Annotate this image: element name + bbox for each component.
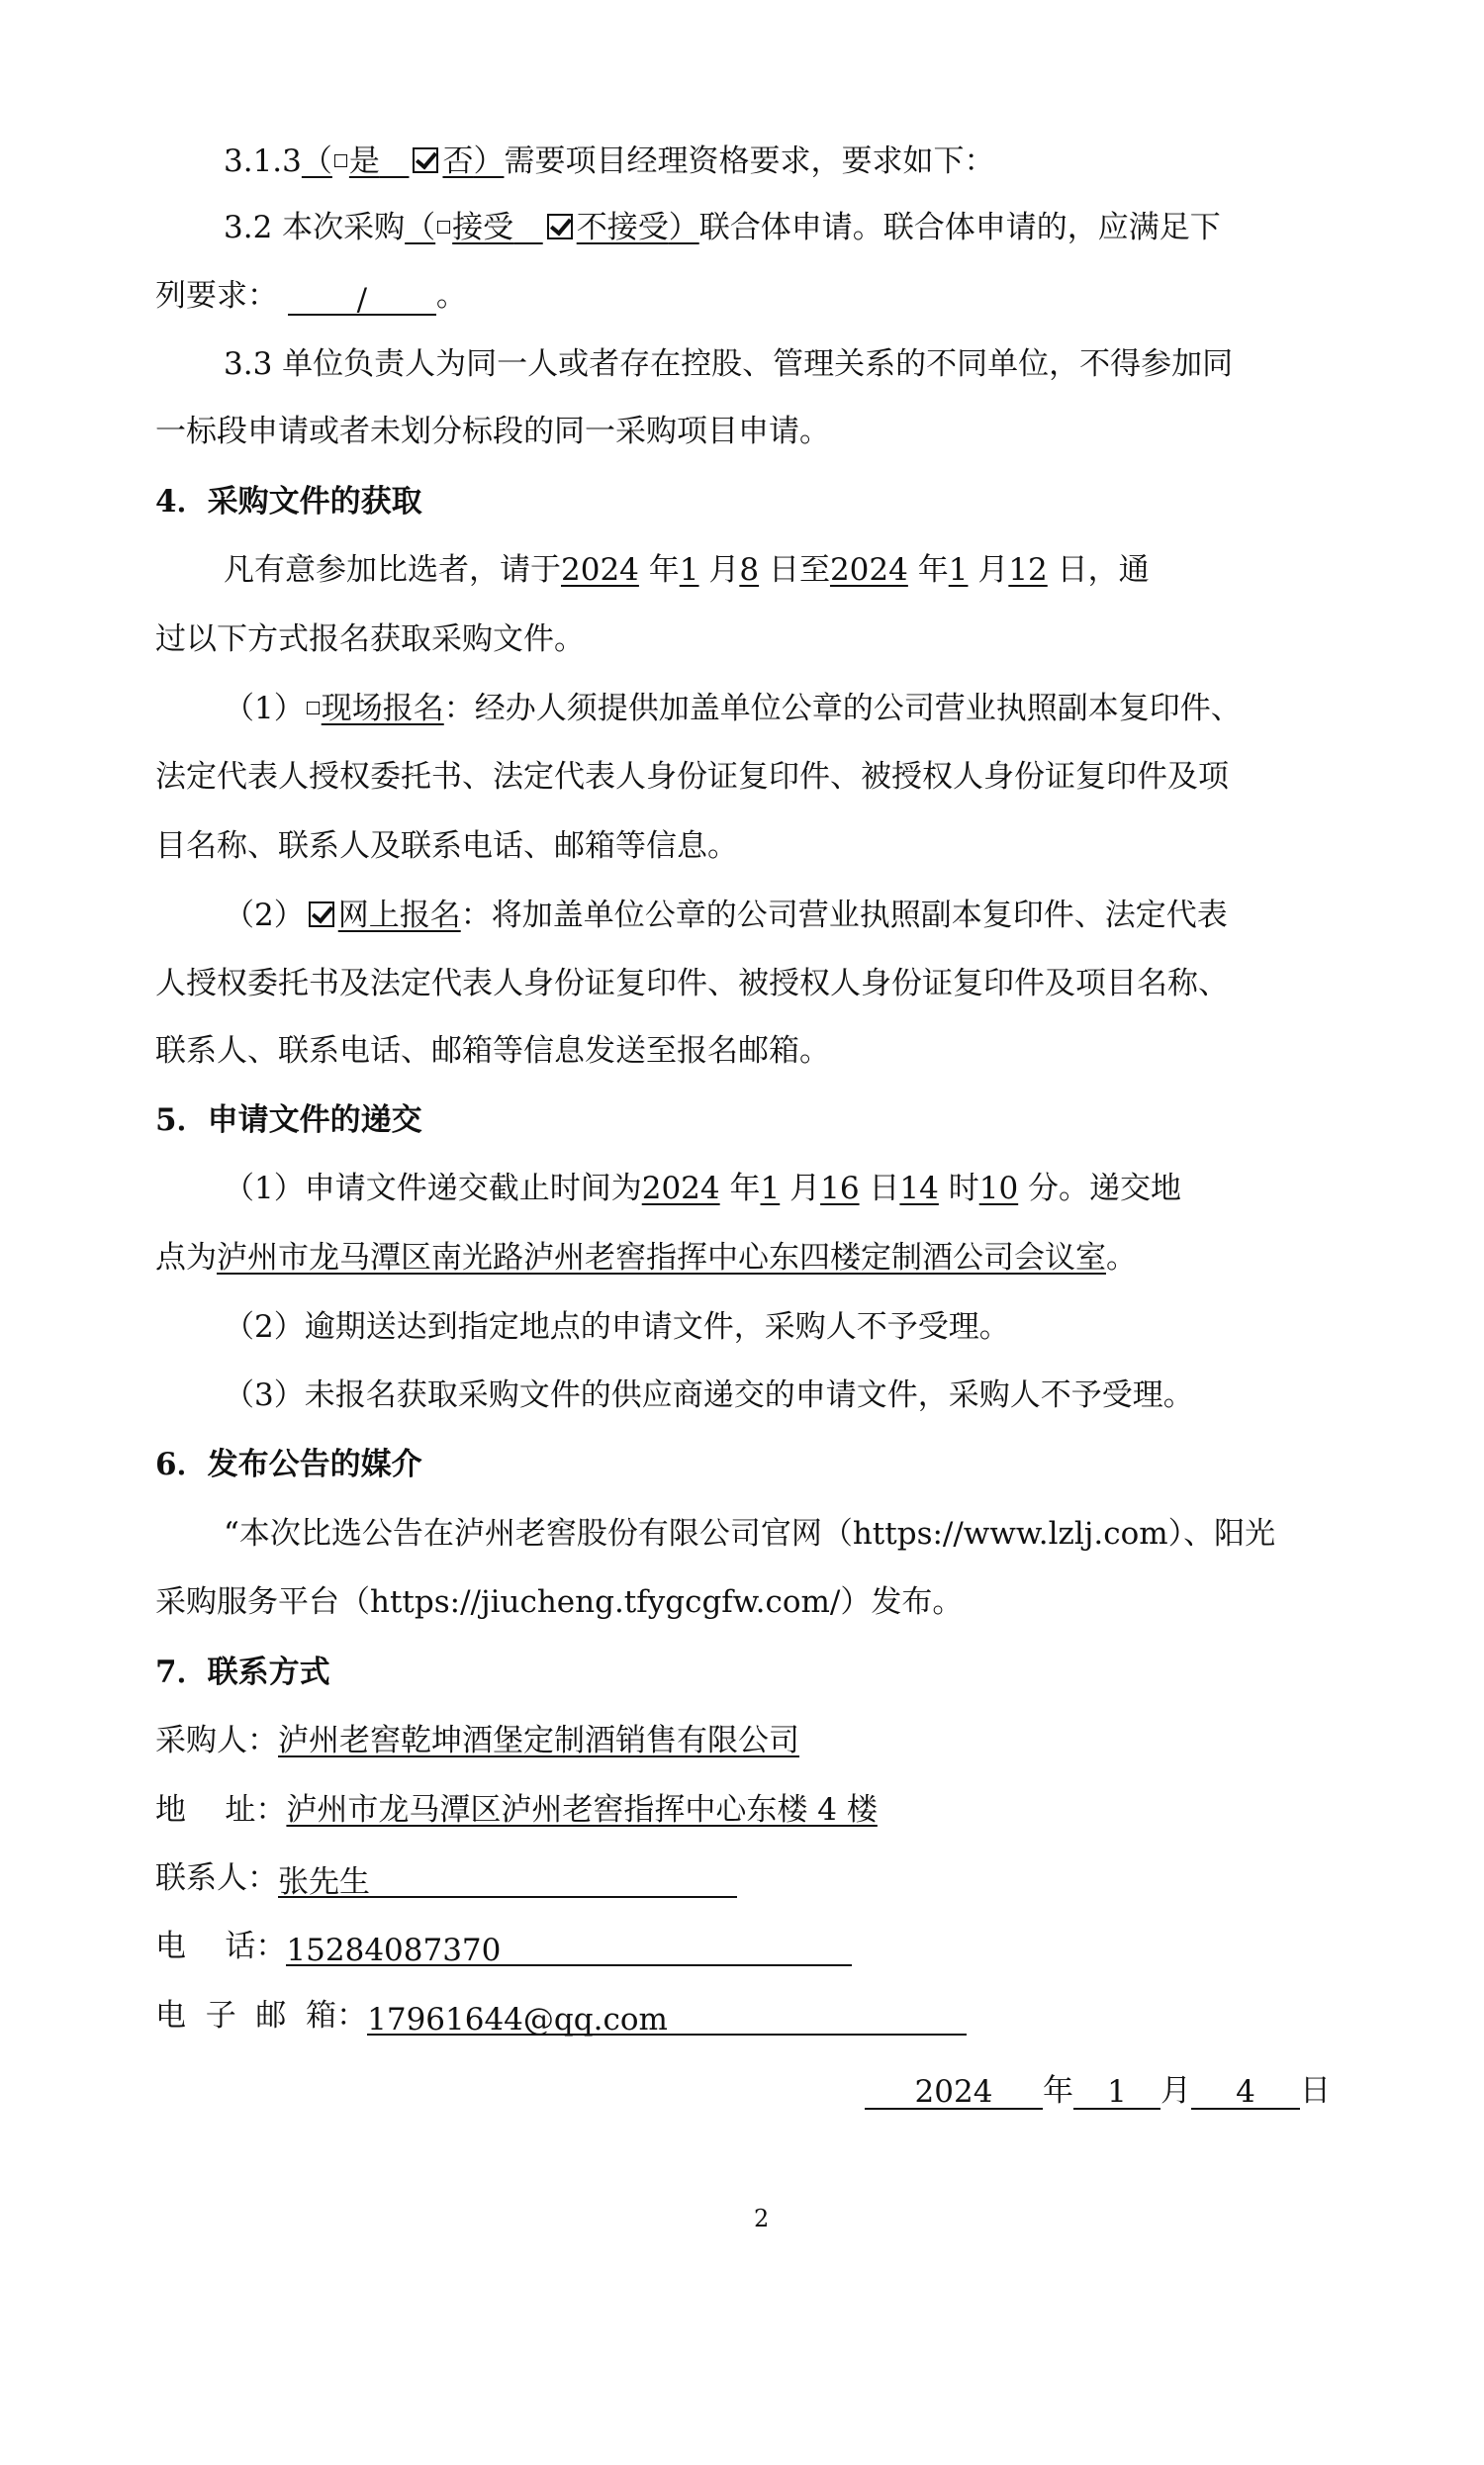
start-month: 1 (679, 552, 699, 588)
month-label: 月 (789, 1171, 821, 1206)
phone-row (155, 1927, 852, 1966)
section-6-heading: 6．发布公告的媒介 (155, 1447, 422, 1482)
section-4-heading: 4．采购文件的获取 (155, 484, 422, 520)
checkbox-reject-checked-icon[interactable] (547, 214, 573, 239)
deadline-year: 2024 (641, 1171, 720, 1206)
deadline-line1 (224, 1169, 1181, 1208)
email-row (155, 1996, 967, 2036)
section-5-heading: 5．申请文件的递交 (155, 1102, 422, 1138)
checkbox-yes-unchecked-icon[interactable] (334, 154, 347, 167)
clause-3-2-requirements (155, 276, 467, 316)
item-text: 经办人须提供加盖单位公章的公司营业执照副本复印件、 (474, 691, 1242, 726)
clause-text: 需要项目经理资格要求，要求如下： (504, 143, 995, 179)
month-label: 月 (708, 552, 740, 588)
colon: ： (443, 691, 475, 726)
item-number: （2） (224, 898, 305, 933)
purchaser-value: 泸州老窖乾坤酒堡定制酒销售有限公司 (278, 1723, 799, 1758)
start-year: 2024 (561, 552, 639, 588)
contact-value: 张先生 (278, 1862, 737, 1898)
late-submission-note: （2）逾期送达到指定地点的申请文件，采购人不予受理。 (224, 1309, 1010, 1345)
page-number: 2 (754, 2205, 770, 2232)
option-yes-label: 是 (348, 143, 380, 179)
day-label: 日 (1300, 2073, 1331, 2109)
submission-location: 泸州市龙马潭区南光路泸州老窖指挥中心东四楼定制酒公司会议室 (217, 1240, 1106, 1276)
signature-date (865, 2065, 1331, 2110)
requirements-blank: / (288, 280, 436, 316)
clause-3-3-line1: 3.3 单位负责人为同一人或者存在控股、管理关系的不同单位，不得参加同 (224, 346, 1234, 382)
clause-3-3-line2: 一标段申请或者未划分标段的同一采购项目申请。 (155, 414, 830, 449)
onsite-registration-option (305, 691, 444, 726)
purchaser-label: 采购人： (155, 1723, 278, 1758)
paren-close: ） (473, 143, 505, 179)
hour-label: 时 (948, 1171, 979, 1206)
onsite-registration-line2: 法定代表人授权委托书、法定代表人身份证复印件、被授权人身份证复印件及项 (155, 759, 1229, 795)
unregistered-supplier-note: （3）未报名获取采购文件的供应商递交的申请文件，采购人不予受理。 (224, 1377, 1194, 1413)
project-manager-options (302, 143, 505, 179)
deadline-month: 1 (760, 1171, 781, 1206)
deadline-text: （1）申请文件递交截止时间为 (224, 1171, 642, 1206)
month-label: 月 (977, 552, 1009, 588)
deadline-day: 16 (820, 1171, 860, 1206)
phone-label: 电 话： (155, 1929, 287, 1964)
paren-open: （ (301, 143, 332, 179)
deadline-minute: 10 (978, 1171, 1019, 1206)
date-day: 4 (1191, 2074, 1300, 2110)
email-label: 电 子 邮 箱： (155, 1998, 368, 2034)
contact-row (155, 1858, 737, 1898)
month-label: 月 (1160, 2073, 1191, 2109)
address-row (155, 1790, 878, 1830)
onsite-registration-line1 (224, 689, 1242, 728)
online-registration-line1 (224, 896, 1228, 935)
media-line2: 采购服务平台（https://jiucheng.tfygcgfw.com/）发布。 (155, 1584, 964, 1620)
onsite-registration-line3: 目名称、联系人及联系电话、邮箱等信息。 (155, 828, 738, 864)
section-4-intro-line1 (224, 550, 1150, 590)
deadline-line2 (155, 1238, 1137, 1278)
checkbox-no-checked-icon[interactable] (413, 147, 438, 173)
purchaser-row (155, 1721, 799, 1760)
colon: ： (460, 898, 492, 933)
email-value: 17961644@qq.com (367, 2000, 967, 2036)
checkbox-accept-unchecked-icon[interactable] (437, 221, 450, 234)
onsite-registration-label: 现场报名 (321, 691, 444, 726)
online-registration-label: 网上报名 (337, 898, 461, 933)
clause-text: 联合体申请。联合体申请的，应满足下 (698, 210, 1221, 245)
requirements-label: 列要求： (155, 278, 278, 314)
day-label: 日 (869, 1171, 900, 1206)
end-year: 2024 (829, 552, 908, 588)
date-year: 2024 (865, 2074, 1043, 2110)
deadline-hour: 14 (899, 1171, 939, 1206)
clause-number: 3.2 本次采购 (224, 210, 406, 245)
clause-3-2 (224, 208, 1221, 247)
clause-number: 3.1.3 (224, 143, 302, 179)
year-label: 年 (648, 552, 680, 588)
day-label: 日，通 (1057, 552, 1150, 588)
media-line1: “本次比选公告在泸州老窖股份有限公司官网（https://www.lzlj.com）、阳光 (224, 1516, 1276, 1552)
end-day: 12 (1008, 552, 1048, 588)
year-label: 年 (917, 552, 949, 588)
section-7-heading: 7．联系方式 (155, 1655, 330, 1690)
consortium-options (405, 210, 699, 245)
date-month: 1 (1073, 2074, 1160, 2110)
checkbox-online-checked-icon[interactable] (309, 901, 334, 927)
phone-value: 15284087370 (286, 1931, 852, 1966)
paren-close: ） (668, 210, 699, 245)
section-4-intro-line2: 过以下方式报名获取采购文件。 (155, 621, 585, 657)
intro-text: 凡有意参加比选者，请于 (224, 552, 561, 588)
checkbox-onsite-unchecked-icon[interactable] (307, 702, 320, 714)
minute-label: 分。递交地 (1028, 1171, 1182, 1206)
option-reject-label: 不接受 (576, 210, 669, 245)
address-label: 地 址： (155, 1792, 287, 1828)
address-value: 泸州市龙马潭区泸州老窖指挥中心东楼 4 楼 (286, 1792, 878, 1828)
online-registration-option (305, 898, 461, 933)
period: 。 (435, 278, 467, 314)
item-number: （1） (224, 691, 305, 726)
clause-3-1-3 (224, 142, 994, 181)
end-month: 1 (948, 552, 969, 588)
contact-label: 联系人： (155, 1860, 278, 1896)
paren-open: （ (405, 210, 436, 245)
year-label: 年 (1043, 2073, 1073, 2109)
period: 。 (1106, 1240, 1137, 1276)
location-label: 点为 (155, 1240, 217, 1276)
start-day: 8 (739, 552, 760, 588)
online-registration-line3: 联系人、联系电话、邮箱等信息发送至报名邮箱。 (155, 1033, 830, 1069)
day-to-label: 日至 (768, 552, 830, 588)
item-text: 将加盖单位公章的公司营业执照副本复印件、法定代表 (491, 898, 1228, 933)
year-label: 年 (729, 1171, 761, 1206)
option-accept-label: 接受 (452, 210, 514, 245)
online-registration-line2: 人授权委托书及法定代表人身份证复印件、被授权人身份证复印件及项目名称、 (155, 966, 1229, 1001)
option-no-label: 否 (442, 143, 474, 179)
